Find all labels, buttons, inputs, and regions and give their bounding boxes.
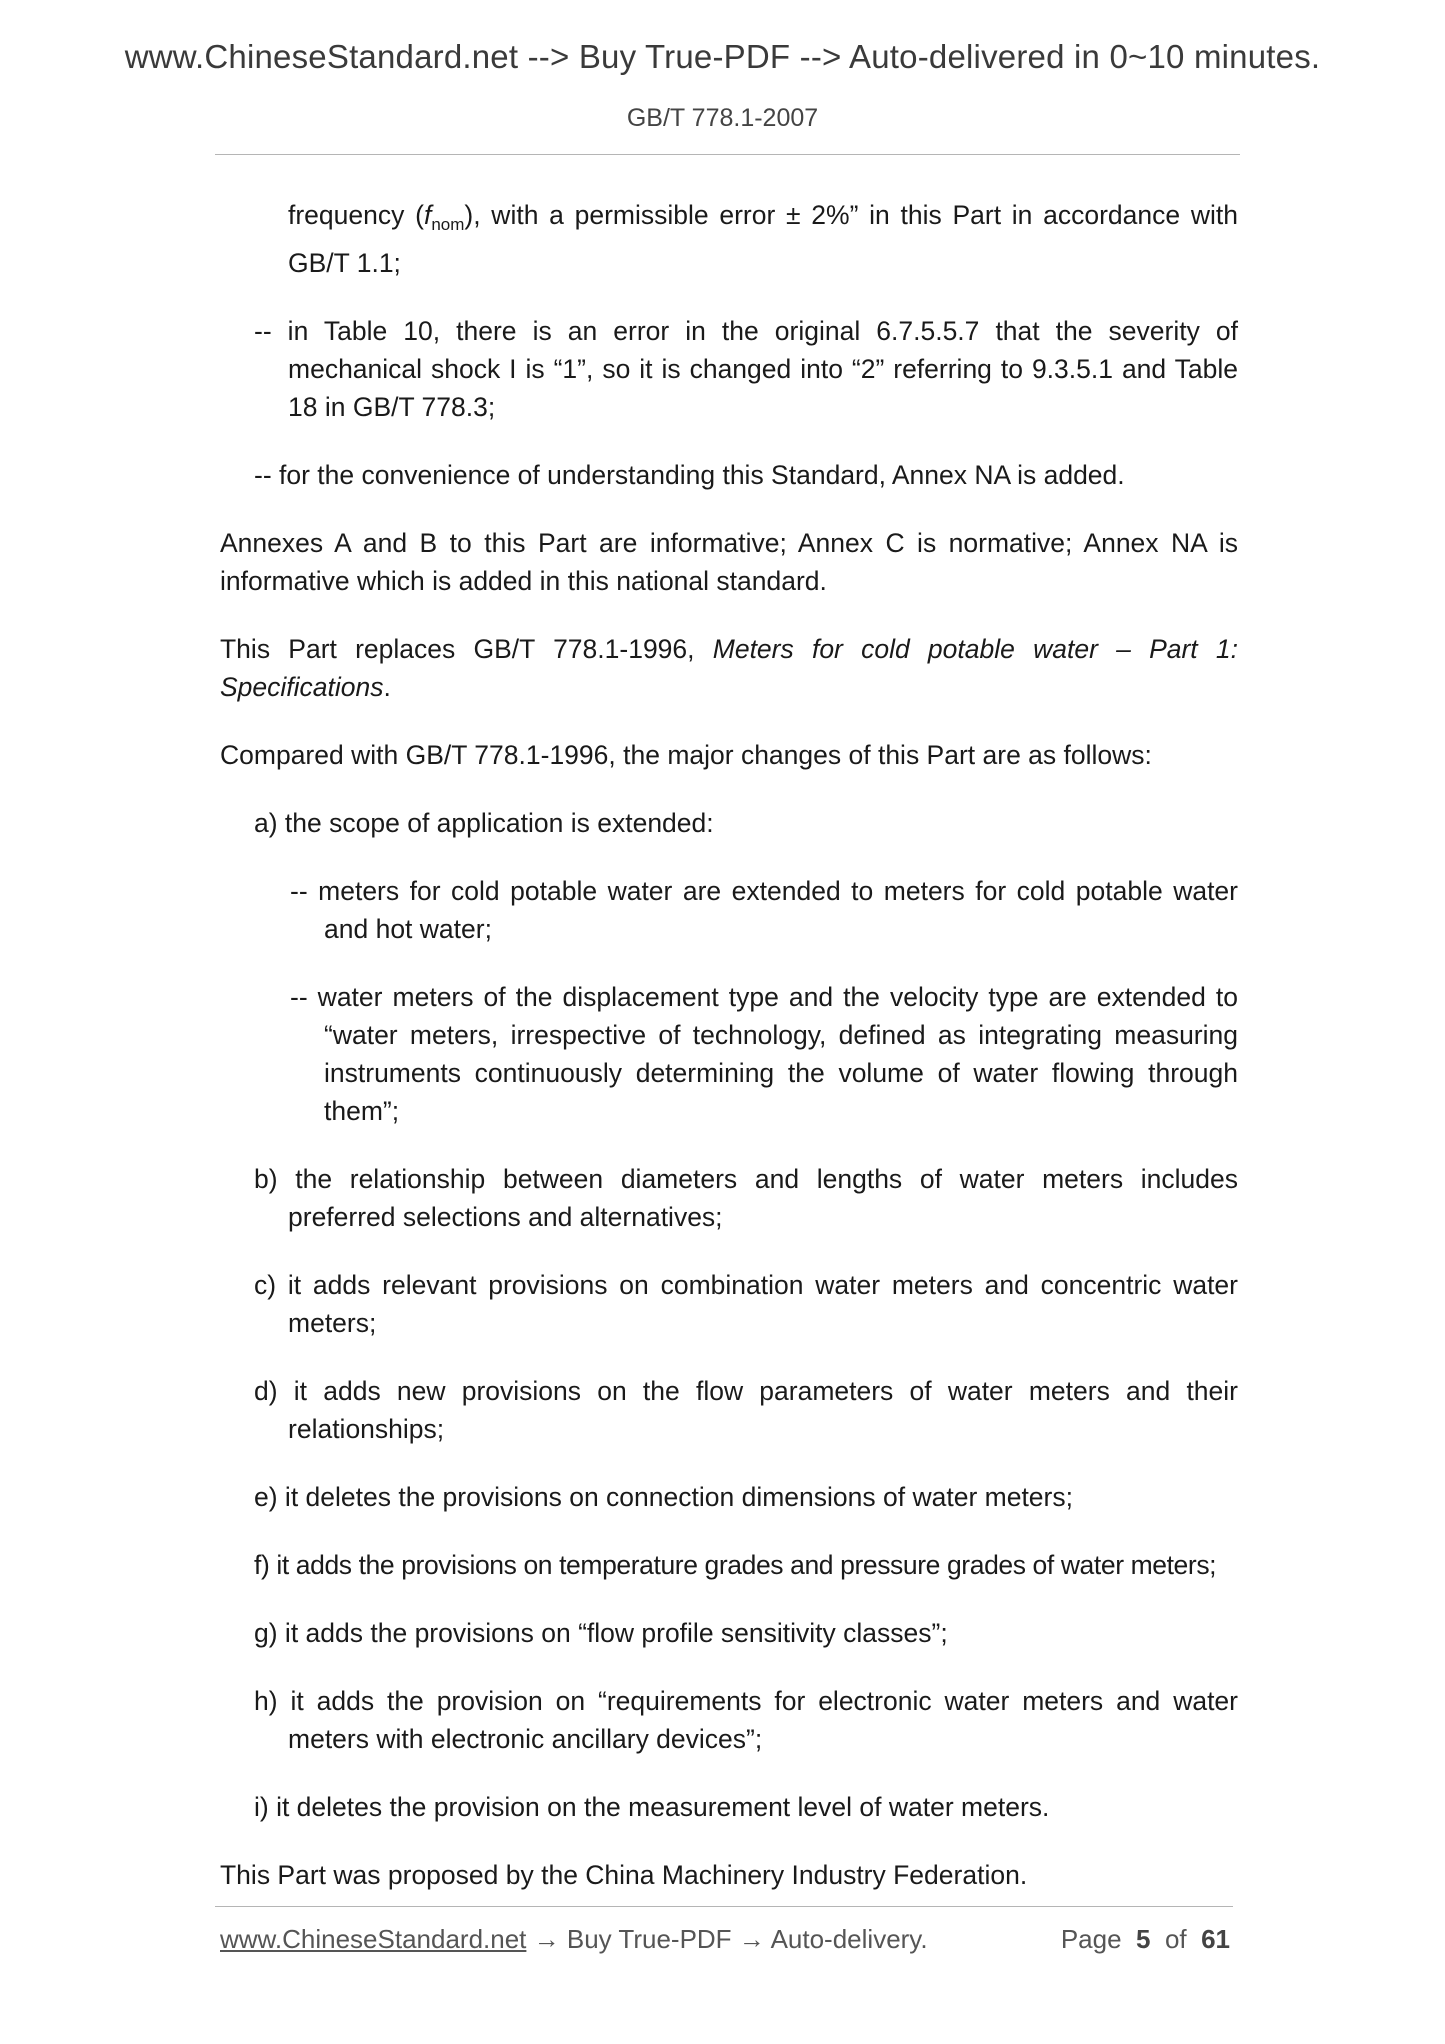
symbol-f: f <box>423 200 432 230</box>
paragraph-annexes: Annexes A and B to this Part are informative; Annex C is normative; Annex NA is informative which is added in this national standard. <box>220 528 1238 596</box>
list-item-a-sub-2: -- water meters of the displacement type and the velocity type are extended to “water meters, irrespective of technology, defined as integrating measuring instruments continuously determining the volume of water flowing through them”; <box>290 982 1238 1126</box>
list-item-i: i) it deletes the provision on the measurement level of water meters. <box>254 1792 1050 1822</box>
document-body <box>220 196 1238 1924</box>
paragraph-annex-na-added: -- for the convenience of understanding this Standard, Annex NA is added. <box>254 460 1125 490</box>
footer-promo <box>220 1924 928 1955</box>
standard-code-header: GB/T 778.1-2007 <box>626 104 819 132</box>
text-fragment: . <box>383 672 391 702</box>
text-fragment: This Part replaces GB/T 778.1-1996, <box>220 634 713 664</box>
text-fragment: ), with a permissible error ± 2%” in this Part in accordance with GB/T 1.1; <box>288 200 1238 278</box>
footer-website-link[interactable]: www.ChineseStandard.net <box>220 1924 527 1954</box>
paragraph-proposed-by: This Part was proposed by the China Machinery Industry Federation. <box>220 1860 1028 1890</box>
page-total: 61 <box>1201 1924 1230 1954</box>
paragraph-frequency <box>220 196 1238 282</box>
page-label: Page <box>1060 1924 1122 1954</box>
paragraph-replaces <box>220 630 1238 706</box>
paragraph-table10-correction: -- in Table 10, there is an error in the original 6.7.5.5.7 that the severity of mechanical shock I is “1”, so it is changed into “2” referring to 9.3.5.1 and Table 18 in GB/T 778.3; <box>254 316 1238 422</box>
referenced-standard-title: Meters for cold potable water – Part 1: Specifications <box>220 634 1238 702</box>
list-item-a: a) the scope of application is extended: <box>254 808 714 838</box>
footer-divider <box>215 1906 1233 1907</box>
subscript-nom: nom <box>431 215 465 234</box>
footer-promo-text: → Buy True-PDF → Auto-delivery. <box>526 1924 928 1954</box>
page-number: 5 <box>1136 1924 1151 1954</box>
paragraph-major-changes-intro: Compared with GB/T 778.1-1996, the major changes of this Part are as follows: <box>220 740 1152 770</box>
list-item-b: b) the relationship between diameters and lengths of water meters includes preferred selections and alternatives; <box>254 1164 1238 1232</box>
list-item-a-sub-1: -- meters for cold potable water are extended to meters for cold potable water and hot water; <box>290 876 1238 944</box>
list-item-g: g) it adds the provisions on “flow profile sensitivity classes”; <box>254 1618 948 1648</box>
text-fragment: frequency ( <box>288 200 424 230</box>
list-item-c: c) it adds relevant provisions on combination water meters and concentric water meters; <box>254 1270 1238 1338</box>
top-banner: www.ChineseStandard.net --> Buy True-PDF --> Auto-delivered in 0~10 minutes. <box>124 38 1321 75</box>
list-item-f: f) it adds the provisions on temperature grades and pressure grades of water meters; <box>254 1550 1217 1580</box>
page-of-label: of <box>1164 1924 1187 1954</box>
list-item-d: d) it adds new provisions on the flow parameters of water meters and their relationships; <box>254 1376 1238 1444</box>
list-item-e: e) it deletes the provisions on connection dimensions of water meters; <box>254 1482 1073 1512</box>
page-counter <box>1061 1924 1230 1955</box>
list-item-h: h) it adds the provision on “requirements for electronic water meters and water meters with electronic ancillary devices”; <box>254 1686 1238 1754</box>
header-divider <box>215 154 1240 155</box>
